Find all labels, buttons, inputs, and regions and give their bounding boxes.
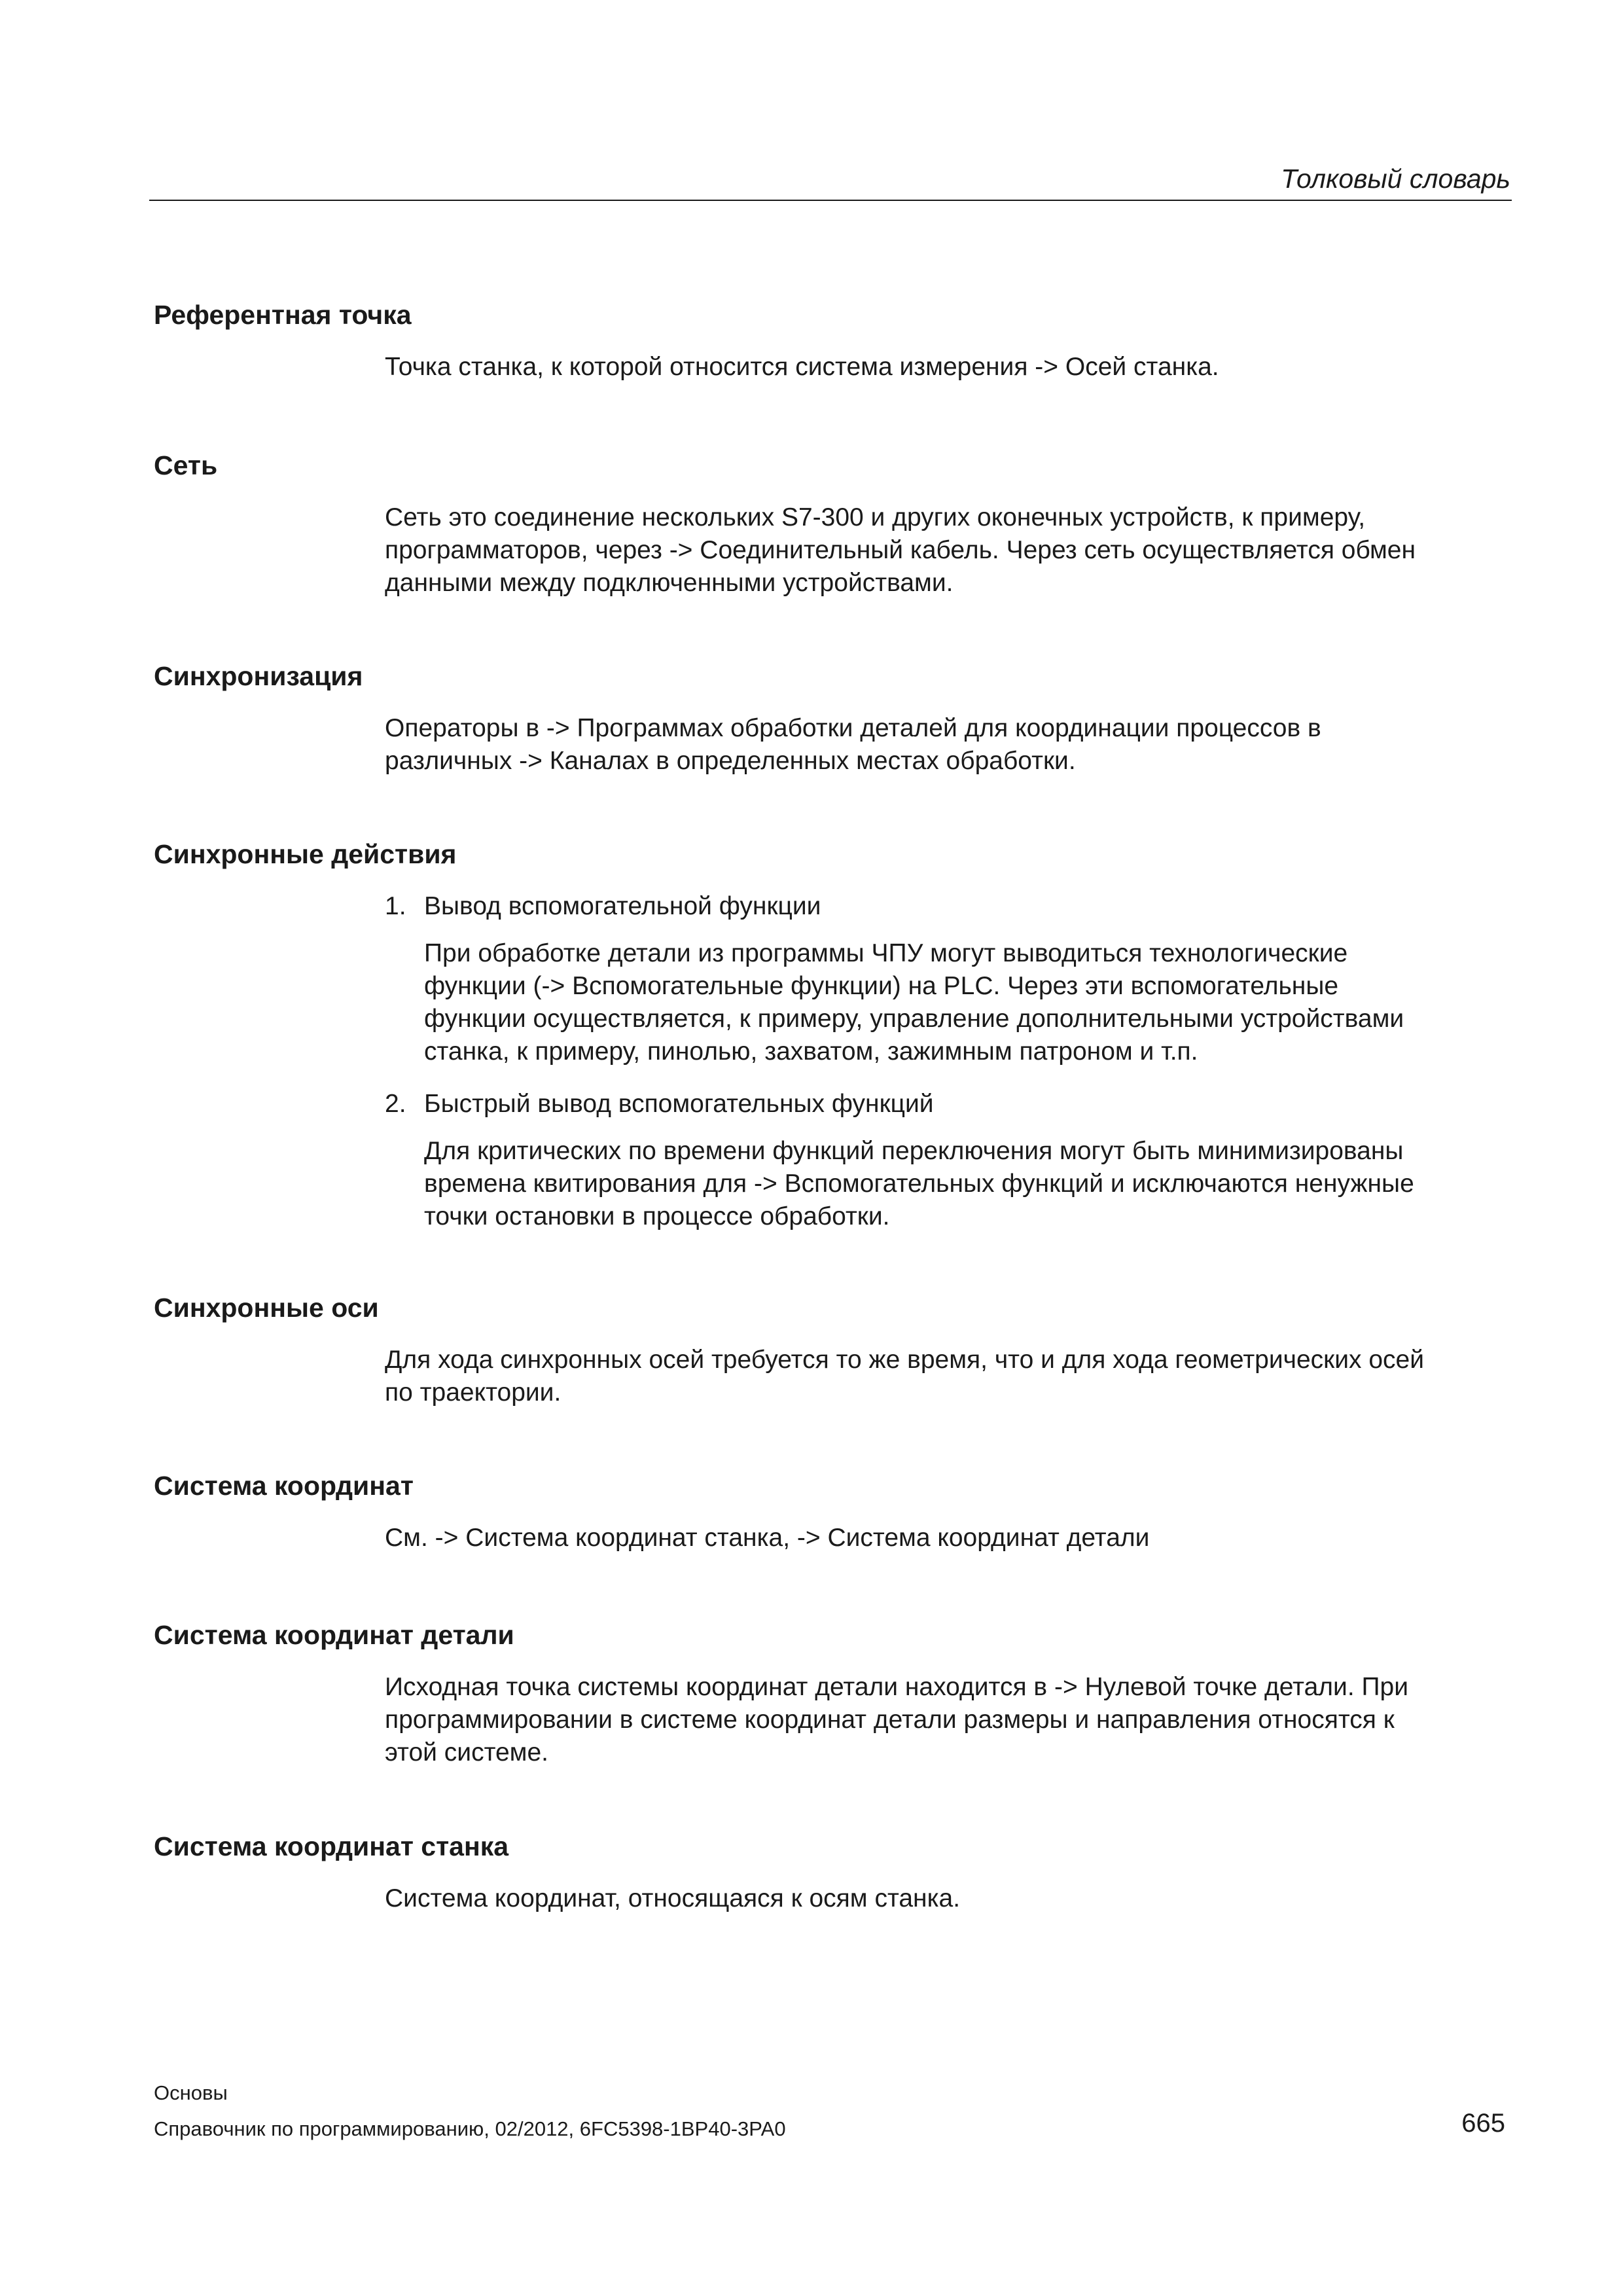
definition-line: данными между подключенными устройствами. <box>385 569 954 597</box>
glossary-definition: Точка станка, к которой относится система измерения -> Осей станка. <box>385 353 1219 381</box>
list-item-number: 2. <box>385 1090 406 1118</box>
list-item-number: 1. <box>385 892 406 920</box>
glossary-definition: Система координат, относящаяся к осям станка. <box>385 1884 961 1912</box>
glossary-term: Система координат <box>154 1471 414 1501</box>
footer-reference: Справочник по программированию, 02/2012, 6FC5398-1BP40-3PA0 <box>154 2117 786 2140</box>
header-title: Толковый словарь <box>1281 164 1510 194</box>
list-item-description <box>424 1135 1530 1233</box>
definition-line: Исходная точка системы координат детали находится в -> Нулевой точке детали. При <box>385 1673 1409 1701</box>
definition-line: Операторы в -> Программах обработки деталей для координации процессов в <box>385 714 1321 742</box>
description-line: времена квитирования для -> Вспомогательных функций и исключаются ненужные <box>424 1170 1414 1198</box>
description-line: При обработке детали из программы ЧПУ могут выводиться технологические <box>424 939 1348 967</box>
description-line: функции (-> Вспомогательные функции) на PLC. Через эти вспомогательные <box>424 972 1339 1000</box>
definition-line: программаторов, через -> Соединительный кабель. Через сеть осуществляется обмен <box>385 536 1416 564</box>
glossary-term: Референтная точка <box>154 300 412 330</box>
description-line: функции осуществляется, к примеру, управление дополнительными устройствами <box>424 1005 1404 1033</box>
glossary-definition <box>385 501 1530 600</box>
definition-line: программировании в системе координат детали размеры и направления относятся к <box>385 1706 1395 1734</box>
list-item-title: Вывод вспомогательной функции <box>424 892 821 920</box>
definition-line: различных -> Каналах в определенных местах обработки. <box>385 747 1076 775</box>
definition-line: этой системе. <box>385 1738 549 1767</box>
glossary-term: Синхронные оси <box>154 1293 379 1323</box>
definition-line: Сеть это соединение нескольких S7-300 и других оконечных устройств, к примеру, <box>385 503 1366 531</box>
glossary-definition: См. -> Система координат станка, -> Система координат детали <box>385 1524 1150 1552</box>
page-number: 665 <box>1461 2109 1505 2138</box>
definition-line: по траектории. <box>385 1378 562 1407</box>
glossary-term: Сеть <box>154 450 218 480</box>
description-line: станка, к примеру, пинолью, захватом, зажимным патроном и т.п. <box>424 1037 1198 1066</box>
glossary-term: Система координат детали <box>154 1620 514 1650</box>
description-line: Для критических по времени функций переключения могут быть минимизированы <box>424 1137 1404 1165</box>
glossary-term: Синхронизация <box>154 661 363 691</box>
glossary-definition <box>385 1671 1530 1769</box>
header-divider <box>149 200 1512 201</box>
glossary-definition <box>385 1344 1530 1409</box>
glossary-term: Синхронные действия <box>154 839 457 869</box>
glossary-definition <box>385 712 1530 778</box>
footer-doc-title: Основы <box>154 2081 228 2104</box>
glossary-term: Система координат станка <box>154 1831 509 1861</box>
definition-line: Для хода синхронных осей требуется то же время, что и для хода геометрических осей <box>385 1346 1425 1374</box>
list-item-title: Быстрый вывод вспомогательных функций <box>424 1090 934 1118</box>
description-line: точки остановки в процессе обработки. <box>424 1202 890 1230</box>
list-item-description <box>424 937 1530 1068</box>
